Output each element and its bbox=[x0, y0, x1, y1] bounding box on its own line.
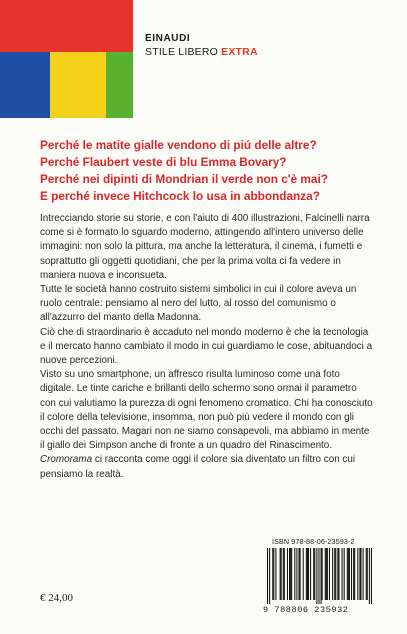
barcode-bar bbox=[326, 548, 327, 600]
barcode-bar bbox=[300, 548, 301, 600]
barcode-bar bbox=[296, 548, 297, 600]
barcode-bar bbox=[267, 548, 268, 604]
barcode-bar bbox=[329, 548, 330, 600]
blurb-paragraph: Tutte le società hanno costruito sistemi simbolici in cui il colore aveva un ruolo centrale: pensiamo al nero del lutto, al rosso del comunismo o all'azzurro del manto della Madonna. bbox=[40, 284, 357, 324]
barcode-bar bbox=[314, 548, 315, 600]
question-line: Perché le matite gialle vendono di piú delle altre? bbox=[40, 138, 317, 152]
barcode-bar bbox=[281, 548, 282, 600]
red-block bbox=[0, 0, 133, 52]
blurb-paragraph bbox=[40, 368, 375, 482]
barcode-bar bbox=[338, 548, 339, 600]
barcode-bar bbox=[337, 548, 338, 600]
barcode-bar bbox=[332, 548, 333, 600]
barcode-bar bbox=[299, 548, 300, 600]
blurb bbox=[40, 212, 375, 482]
barcode-bar bbox=[322, 548, 323, 600]
blurb-paragraph: Intrecciando storie su storie, e con l'aiuto di 400 illustrazioni, Falcinelli narra come si è formato lo sguardo moderno, attingendo all'intero universo delle immagini: non solo la pittura, ma anche la letteratura, il cinema, i fumetti e soprattutto gli oggetti quotidiani, che per la prima volta ci fa vedere in maniera nuova e inconsueta. bbox=[40, 213, 370, 281]
barcode-bar bbox=[335, 548, 336, 600]
series-suffix: EXTRA bbox=[221, 46, 258, 58]
yellow-block bbox=[50, 52, 106, 118]
barcode-bar bbox=[359, 548, 360, 600]
barcode-bars bbox=[267, 548, 375, 604]
blurb-text: ci racconta come oggi il colore sia diventato un filtro con cui pensiamo la realtà. bbox=[40, 454, 356, 480]
barcode-bar bbox=[367, 548, 368, 600]
barcode-bar bbox=[291, 548, 292, 600]
barcode-bar bbox=[357, 548, 358, 600]
barcode bbox=[263, 537, 379, 617]
barcode-bar bbox=[371, 548, 372, 604]
barcode-bar bbox=[310, 548, 311, 600]
barcode-bar bbox=[318, 548, 319, 604]
green-block bbox=[106, 52, 133, 118]
barcode-bar bbox=[321, 548, 322, 604]
barcode-bar bbox=[344, 548, 345, 600]
barcode-bar bbox=[313, 548, 314, 600]
barcode-bar bbox=[354, 548, 355, 600]
blue-block bbox=[0, 52, 50, 118]
book-title: Cromorama bbox=[40, 454, 93, 466]
barcode-bar bbox=[306, 548, 307, 600]
barcode-bar bbox=[363, 548, 364, 600]
blurb-text: Visto su uno smartphone, un affresco risulta luminoso come una foto digitale. Le tinte cariche e brillanti dello schermo sono ormai il parametro con cui valutiamo la purezza di ogni fenomeno cromatico. Chi ha conosciuto il colore della televisione, insomma, non può più vedere il mondo con gli occhi del passato. Magari non ne siamo consapevoli, ma abbiamo in mente il giallo dei Simpson anche di fronte a un quadro del Rinascimento. bbox=[40, 369, 373, 452]
barcode-bar bbox=[349, 548, 350, 600]
teaser-questions bbox=[40, 137, 395, 205]
barcode-bar bbox=[294, 548, 295, 600]
barcode-bar bbox=[307, 548, 308, 600]
barcode-bar bbox=[308, 548, 309, 600]
question-line: Perché nei dipinti di Mondrian il verde non c'è mai? bbox=[40, 172, 328, 186]
barcode-bar bbox=[303, 548, 304, 600]
question-line: Perché Flaubert veste di blu Emma Bovary? bbox=[40, 155, 287, 169]
barcode-bar bbox=[351, 548, 352, 600]
barcode-bar bbox=[284, 548, 285, 600]
barcode-bar bbox=[334, 548, 335, 600]
barcode-bar bbox=[289, 548, 290, 600]
barcode-bar bbox=[360, 548, 361, 600]
barcode-bar bbox=[290, 548, 291, 600]
barcode-bar bbox=[272, 548, 273, 600]
barcode-bar bbox=[353, 548, 354, 600]
barcode-bar bbox=[327, 548, 328, 600]
barcode-bar bbox=[325, 548, 326, 600]
barcode-bar bbox=[347, 548, 348, 600]
color-blocks bbox=[0, 0, 133, 118]
blurb-paragraph: Ciò che di straordinario è accaduto nel mondo moderno è che la tecnologia e il mercato hanno cambiato il modo in cui guardiamo le cose, abituandoci a nuove percezioni. bbox=[40, 326, 373, 367]
barcode-bar bbox=[316, 548, 317, 604]
barcode-bar bbox=[283, 548, 284, 600]
publisher-name: EINAUDI bbox=[145, 33, 191, 44]
barcode-bar bbox=[287, 548, 288, 600]
series-name bbox=[145, 46, 258, 58]
barcode-bar bbox=[348, 548, 349, 600]
barcode-bar bbox=[269, 548, 270, 604]
barcode-bar bbox=[273, 548, 274, 600]
barcode-bar bbox=[280, 548, 281, 600]
ean-digits: 9 788806 235932 bbox=[263, 605, 349, 615]
series-prefix: STILE LIBERO bbox=[145, 46, 219, 58]
isbn-number: ISBN 978-88-06-23593-2 bbox=[272, 537, 355, 546]
question-line: E perché invece Hitchcock lo usa in abbondanza? bbox=[40, 189, 320, 203]
price: € 24,00 bbox=[40, 592, 73, 604]
barcode-bar bbox=[342, 548, 343, 600]
barcode-bar bbox=[369, 548, 370, 604]
barcode-bar bbox=[366, 548, 367, 600]
barcode-bar bbox=[275, 548, 276, 600]
